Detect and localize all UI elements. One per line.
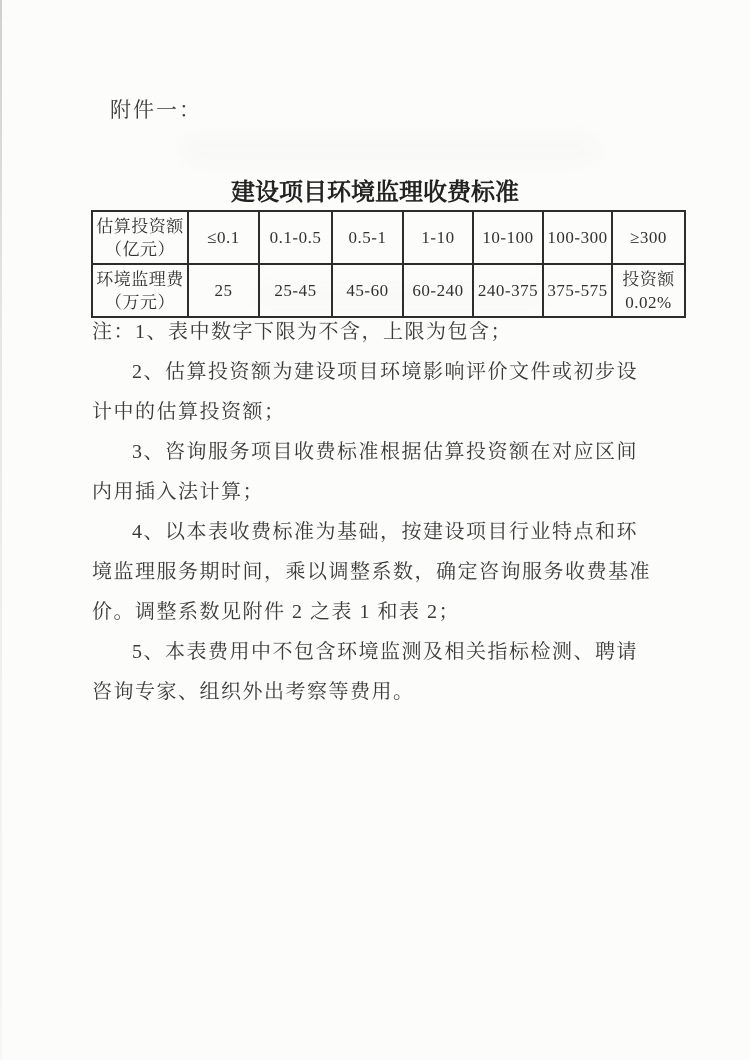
note-line: 5、本表费用中不包含环境监测及相关指标检测、聘请 xyxy=(132,641,638,663)
note-line: 2、估算投资额为建设项目环境影响评价文件或初步设 xyxy=(132,361,638,383)
table-cell: 45-60 xyxy=(332,264,403,317)
table-cell: 0.5-1 xyxy=(332,211,403,264)
document-title: 建设项目环境监理收费标准 xyxy=(231,178,519,206)
row-header-line: 估算投资额 xyxy=(96,216,184,236)
row-header-line: （万元） xyxy=(105,292,175,312)
table-cell: 25-45 xyxy=(259,264,332,317)
note-line: 计中的估算投资额； xyxy=(92,401,286,423)
table-cell-line: 0.02% xyxy=(625,292,672,312)
note-line: 咨询专家、组织外出考察等费用。 xyxy=(92,681,415,703)
note-line: 价。调整系数见附件 2 之表 1 和表 2； xyxy=(92,601,460,623)
table-cell-line: 投资额 xyxy=(622,269,675,289)
table-row-fee xyxy=(92,264,685,317)
table-cell: 0.1-0.5 xyxy=(259,211,332,264)
row-header-investment xyxy=(92,211,188,264)
table-cell: ≤0.1 xyxy=(188,211,259,264)
table-cell: ≥300 xyxy=(612,211,685,264)
table-cell: 25 xyxy=(188,264,259,317)
table-cell: 60-240 xyxy=(403,264,473,317)
scan-page-edge xyxy=(0,0,2,1060)
scan-bleedthrough-smudge xyxy=(180,135,600,165)
attachment-label: 附件一： xyxy=(110,98,202,122)
table-cell: 100-300 xyxy=(543,211,612,264)
table-cell: 240-375 xyxy=(473,264,543,317)
table-row-investment xyxy=(92,211,685,264)
note-line: 注：1、表中数字下限为不含，上限为包含； xyxy=(92,321,512,343)
row-header-fee xyxy=(92,264,188,317)
fee-standard-table xyxy=(91,210,686,318)
table-cell: 1-10 xyxy=(403,211,473,264)
table-cell: 375-575 xyxy=(543,264,612,317)
row-header-line: 环境监理费 xyxy=(96,269,184,289)
table-cell-percent-fee xyxy=(612,264,685,317)
notes-block xyxy=(92,312,677,712)
note-line: 境监理服务期时间，乘以调整系数，确定咨询服务收费基准 xyxy=(92,561,651,583)
table-cell: 10-100 xyxy=(473,211,543,264)
note-line: 3、咨询服务项目收费标准根据估算投资额在对应区间 xyxy=(132,441,638,463)
note-line: 内用插入法计算； xyxy=(92,481,264,503)
note-line: 4、以本表收费标准为基础，按建设项目行业特点和环 xyxy=(132,521,638,543)
row-header-line: （亿元） xyxy=(105,239,175,259)
